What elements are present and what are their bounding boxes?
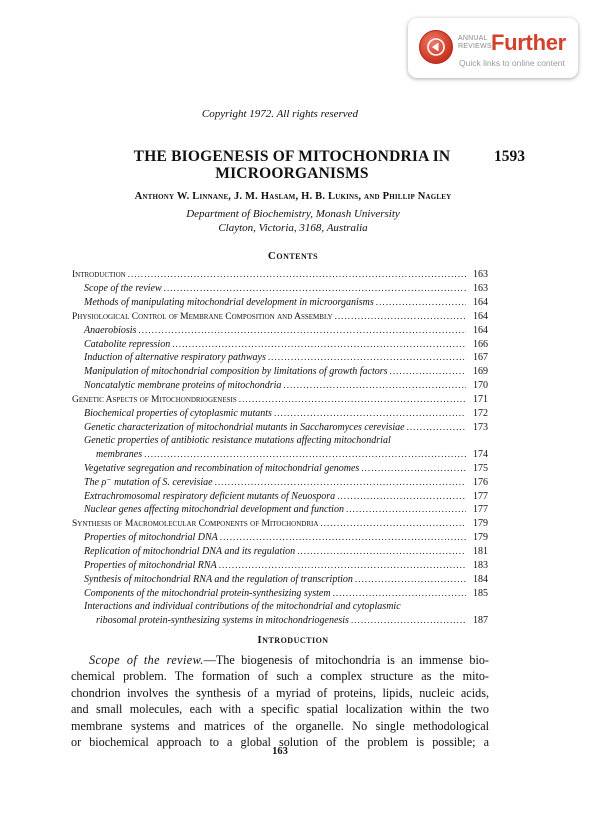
- toc-entry: [72, 587, 488, 601]
- body-line-3: chondrion involves the synthesis of a myriad of proteins, lipids, nucleic acids,: [71, 685, 489, 700]
- toc-dot-leader: [376, 296, 466, 310]
- toc-label: Properties of mitochondrial RNA: [84, 560, 217, 572]
- toc-label: Components of the mitochondrial protein-synthesizing system: [84, 587, 331, 599]
- toc-dot-leader: [355, 573, 466, 587]
- toc-entry: [72, 545, 488, 559]
- toc-page-number: 164: [473, 310, 488, 322]
- toc-label: Extrachromosomal respiratory deficient mutants of Neuospora: [84, 490, 336, 502]
- toc-entry: [72, 338, 488, 352]
- toc-entry: [72, 379, 488, 393]
- toc-entry: [72, 462, 488, 476]
- toc-entry: [72, 365, 488, 379]
- body-line-4: and small molecules, each with a specific spatial localization within the two: [71, 702, 489, 717]
- copyright-notice: Copyright 1972. All rights reserved: [201, 108, 359, 120]
- toc-section: [72, 393, 488, 407]
- toc-page-number: 177: [473, 504, 488, 516]
- affiliation-department: Department of Biochemistry, Monash University: [186, 208, 400, 220]
- toc-section: [72, 517, 488, 531]
- toc-page-number: 169: [473, 366, 488, 378]
- toc-page-number: 187: [473, 614, 488, 626]
- article-title: THE BIOGENESIS OF MITOCHONDRIA IN MICROORGANISMS: [133, 148, 451, 182]
- toc-page-number: 175: [473, 462, 488, 474]
- toc-entry: [72, 448, 488, 462]
- further-badge[interactable]: [408, 18, 578, 78]
- toc-label: Scope of the review: [84, 282, 162, 294]
- toc-label: Genetic Aspects of Mitochondriogenesis: [72, 395, 237, 406]
- toc-page-number: 179: [473, 532, 488, 544]
- toc-entry: [72, 421, 488, 435]
- toc-page-number: 171: [473, 394, 488, 406]
- author-list: Anthony W. Linnane, J. M. Haslam, H. B. Lukins, and Phillip Nagley: [134, 191, 452, 202]
- toc-dot-leader: [128, 268, 466, 282]
- toc-entry: [72, 503, 488, 517]
- toc-entry: [72, 559, 488, 573]
- toc-dot-leader: [337, 490, 466, 504]
- toc-label: Manipulation of mitochondrial composition by limitations of growth factors: [84, 366, 388, 378]
- toc-label: membranes: [96, 448, 143, 460]
- table-of-contents: [72, 268, 488, 628]
- toc-entry: [72, 490, 488, 504]
- toc-dot-leader: [283, 379, 466, 393]
- toc-label: Catabolite repression: [84, 338, 171, 350]
- toc-label: Properties of mitochondrial DNA: [84, 532, 218, 544]
- annual-reviews-logo-text: ANNUAL REVIEWS: [458, 35, 492, 50]
- toc-page-number: 172: [473, 408, 488, 420]
- affiliation-address: Clayton, Victoria, 3168, Australia: [218, 222, 368, 234]
- toc-dot-leader: [351, 614, 466, 628]
- toc-dot-leader: [144, 448, 466, 462]
- toc-entry: [72, 476, 488, 490]
- footer-page-number: 163: [272, 746, 288, 757]
- toc-label: Methods of manipulating mitochondrial development in microorganisms: [84, 296, 374, 308]
- toc-label: Biochemical properties of cytoplasmic mutants: [84, 408, 272, 420]
- toc-label: Synthesis of Macromolecular Components of Mitochondria: [72, 519, 319, 530]
- body-line-2: chemical problem. The formation of such a complex structure as the mito-: [71, 669, 489, 684]
- toc-label: Anaerobiosis: [84, 324, 137, 336]
- toc-entry: [72, 614, 488, 628]
- toc-entry: [72, 351, 488, 365]
- toc-entry-wrapped: Genetic properties of antibiotic resistance mutations affecting mitochondrial: [84, 434, 391, 446]
- toc-page-number: 164: [473, 324, 488, 336]
- toc-entry: [72, 324, 488, 338]
- body-line-5: membrane systems and matrices of the organelle. No single methodological: [71, 718, 489, 733]
- toc-dot-leader: [407, 421, 466, 435]
- toc-page-number: 167: [473, 352, 488, 364]
- toc-page-number: 185: [473, 587, 488, 599]
- body-text: —The biogenesis of mitochondria is an immense bio-: [203, 653, 489, 667]
- toc-page-number: 173: [473, 421, 488, 433]
- toc-page-number: 183: [473, 560, 488, 572]
- body-line-1: [71, 652, 489, 668]
- toc-entry: [72, 573, 488, 587]
- toc-page-number: 166: [473, 338, 488, 350]
- toc-page-number: 177: [473, 490, 488, 502]
- toc-dot-leader: [335, 310, 466, 324]
- introduction-body: [71, 652, 489, 750]
- toc-dot-leader: [320, 517, 466, 531]
- play-back-icon: [419, 30, 453, 64]
- toc-dot-leader: [215, 476, 466, 490]
- body-line-6: or biochemical approach to a global solution of the problem is possible; a: [71, 735, 489, 750]
- toc-page-number: 170: [473, 380, 488, 392]
- toc-dot-leader: [390, 365, 466, 379]
- toc-dot-leader: [268, 351, 466, 365]
- toc-dot-leader: [164, 282, 466, 296]
- toc-dot-leader: [333, 587, 466, 601]
- toc-label: Introduction: [72, 270, 126, 280]
- toc-dot-leader: [219, 559, 466, 573]
- toc-label: Synthesis of mitochondrial RNA and the regulation of transcription: [84, 573, 353, 585]
- toc-label: ribosomal protein-synthesizing systems in mitochondriogenesis: [96, 614, 349, 626]
- toc-label: Vegetative segregation and recombination of mitochondrial genomes: [84, 462, 360, 474]
- toc-dot-leader: [172, 338, 466, 352]
- toc-entry: [72, 531, 488, 545]
- toc-entry: [72, 407, 488, 421]
- contents-heading: Contents: [267, 250, 319, 262]
- toc-label: Induction of alternative respiratory pathways: [84, 352, 266, 364]
- toc-label: Genetic characterization of mitochondrial mutants in Saccharomyces cerevisiae: [84, 421, 405, 433]
- toc-page-number: 184: [473, 573, 488, 585]
- further-label: Further: [491, 30, 566, 55]
- toc-dot-leader: [297, 545, 466, 559]
- affiliation: [60, 207, 526, 235]
- introduction-heading: Introduction: [257, 634, 329, 646]
- toc-section: [72, 310, 488, 324]
- toc-page-number: 179: [473, 518, 488, 530]
- toc-label: Replication of mitochondrial DNA and its regulation: [84, 546, 296, 558]
- toc-label: Nuclear genes affecting mitochondrial development and function: [84, 504, 344, 516]
- toc-dot-leader: [346, 503, 466, 517]
- toc-page-number: 163: [473, 282, 488, 294]
- toc-dot-leader: [220, 531, 466, 545]
- toc-dot-leader: [239, 393, 466, 407]
- toc-label: Noncatalytic membrane proteins of mitochondria: [84, 380, 282, 392]
- toc-page-number: 176: [473, 476, 488, 488]
- toc-dot-leader: [361, 462, 466, 476]
- toc-page-number: 174: [473, 448, 488, 460]
- toc-entry: [72, 296, 488, 310]
- toc-label: Physiological Control of Membrane Composition and Assembly: [72, 311, 333, 322]
- toc-page-number: 163: [473, 269, 488, 280]
- toc-label: The ρ⁻ mutation of S. cerevisiae: [84, 476, 213, 488]
- quick-links-text: Quick links to online content: [459, 58, 565, 68]
- toc-section: [72, 268, 488, 282]
- toc-entry: [72, 282, 488, 296]
- toc-dot-leader: [138, 324, 466, 338]
- toc-page-number: 164: [473, 296, 488, 308]
- header-page-number: 1593: [494, 148, 525, 165]
- toc-dot-leader: [274, 407, 466, 421]
- toc-entry-wrapped: Interactions and individual contributions of the mitochondrial and cytoplasmic: [84, 600, 401, 612]
- toc-page-number: 181: [473, 546, 488, 558]
- scope-lead-in: Scope of the review.: [89, 653, 204, 667]
